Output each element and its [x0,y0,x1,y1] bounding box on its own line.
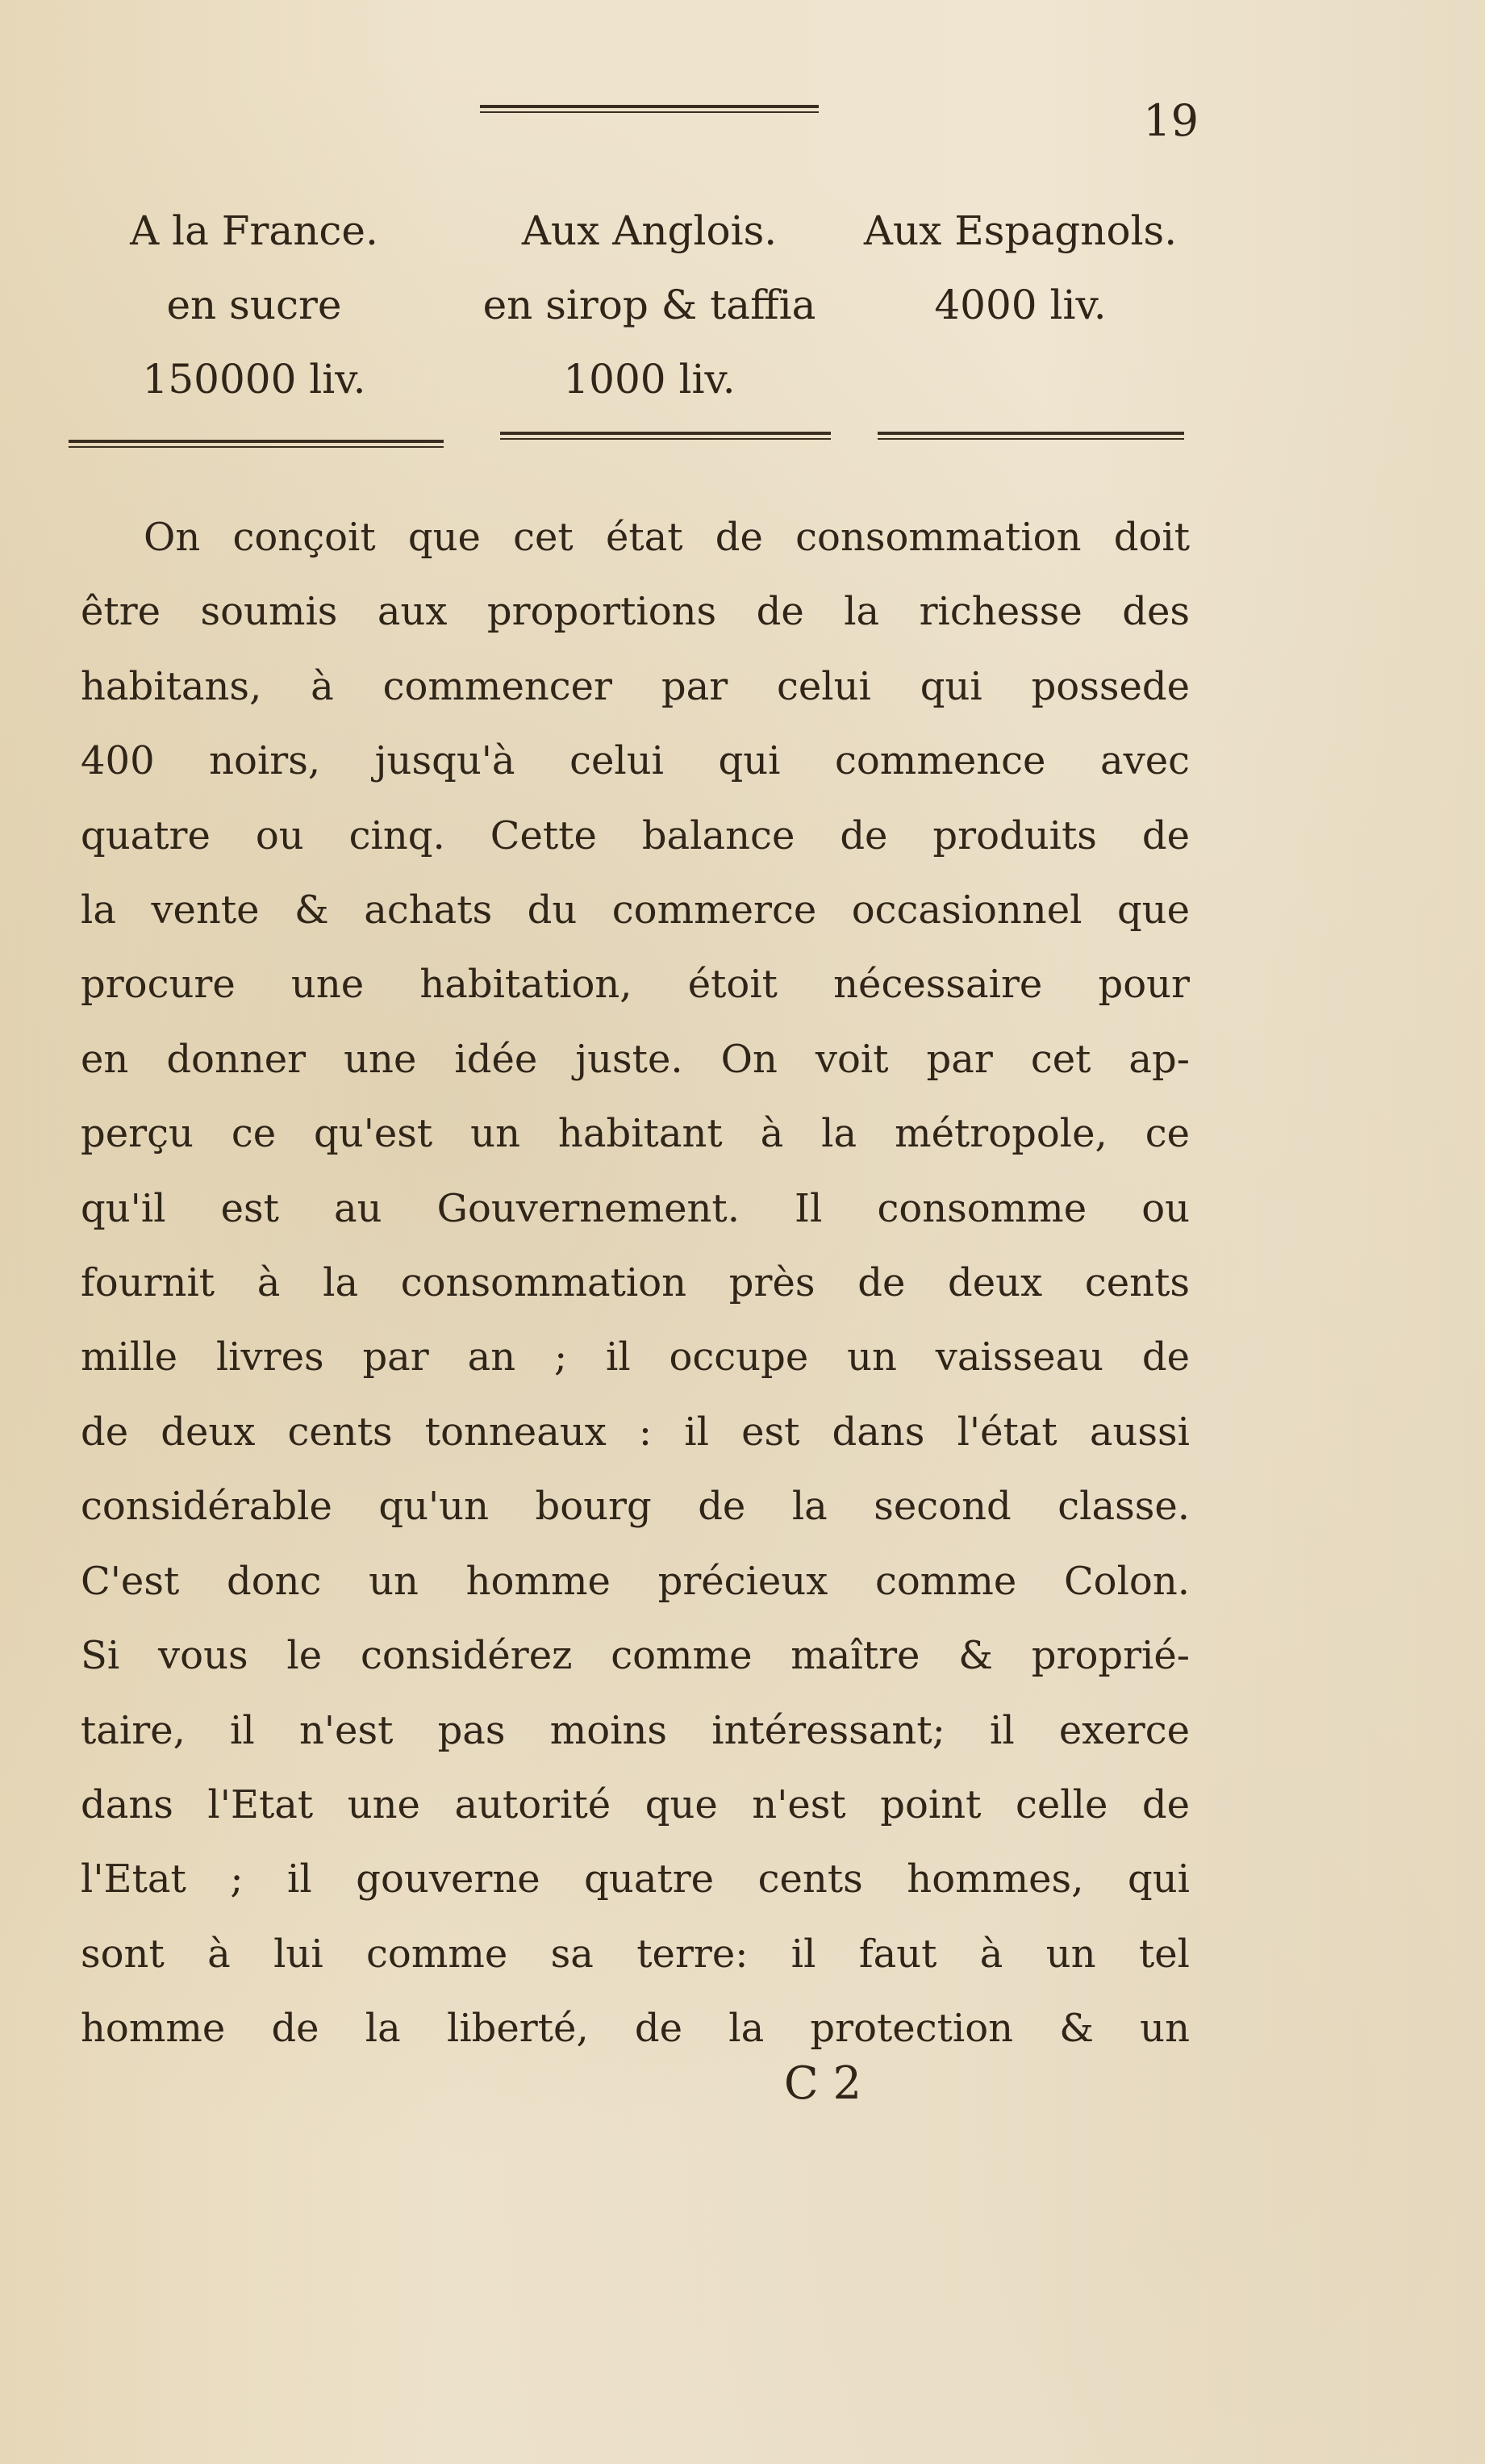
column-product: en sirop & taffia [482,282,816,328]
body-line: quatre ou cinq. Cette balance de produits de [81,812,1190,858]
body-line: sont à lui comme sa terre: il faut à un tel [81,1931,1190,1977]
table-rule-left [69,440,444,448]
body-line: taire, il n'est pas moins intéressant; il exerce [81,1707,1190,1753]
body-line: Si vous le considérez comme maître & proprié- [81,1633,1190,1679]
body-line: mille livres par an ; il occupe un vaisseau de [81,1334,1190,1380]
table-rule-right [878,432,1184,440]
body-line: fournit à la consommation près de deux cents [81,1260,1190,1306]
column-amount: 4000 liv. [934,282,1107,328]
body-line: habitans, à commencer par celui qui possede [81,663,1190,709]
column-header: Aux Espagnols. [863,207,1178,254]
column-header: Aux Anglois. [521,207,778,254]
table-column-france [69,194,440,416]
body-line: considérable qu'un bourg de la second classe. [81,1484,1190,1530]
table-column-anglois [464,194,835,416]
body-line: On conçoit que cet état de consommation doit [144,515,1190,560]
body-line: dans l'Etat une autorité que n'est point celle de [81,1781,1190,1827]
body-line: en donner une idée juste. On voit par cet ap- [81,1036,1190,1082]
body-paragraph [81,500,1190,2066]
body-line: 400 noirs, jusqu'à celui qui commence avec [81,738,1190,784]
header-rule [480,105,819,113]
body-line: de deux cents tonneaux : il est dans l'état aussi [81,1409,1190,1455]
signature-mark: C 2 [783,2057,862,2110]
body-line: l'Etat ; il gouverne quatre cents hommes, qui [81,1856,1190,1902]
body-line: procure une habitation, étoit nécessaire pour [81,962,1190,1008]
table-column-espagnols [835,194,1206,342]
column-header: A la France. [130,207,378,254]
column-product: en sucre [166,282,342,328]
body-line: perçu ce qu'est un habitant à la métropole, ce [81,1111,1190,1157]
page-number: 19 [1143,95,1199,146]
body-line: la vente & achats du commerce occasionnel que [81,887,1190,933]
column-amount: 1000 liv. [563,356,736,403]
table-rule-center [500,432,831,440]
body-line: homme de la liberté, de la protection & un [81,2006,1190,2052]
body-line: C'est donc un homme précieux comme Colon. [81,1558,1190,1604]
body-line: être soumis aux proportions de la richesse des [81,589,1190,635]
body-line: qu'il est au Gouvernement. Il consomme ou [81,1185,1190,1231]
column-amount: 150000 liv. [142,356,366,403]
